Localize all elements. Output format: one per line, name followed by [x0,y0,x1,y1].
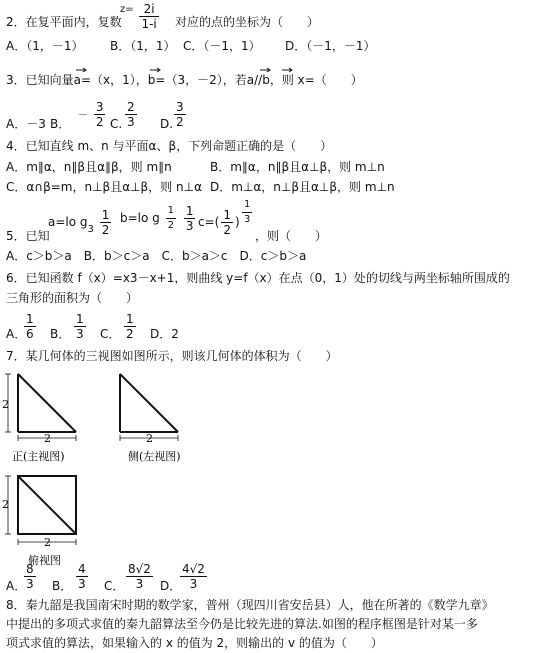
q3-vector-b: b [147,73,156,87]
q3-b-sign: － [78,110,88,121]
q6-line-1: 6．已知函数 f（x）=x3－x+1，则曲线 y=f（x）在点（0，1）处的切线与两坐标轴所围成的 [6,271,510,285]
q3-option-c-label: C. [110,117,123,131]
q5-c-def: c=( [198,215,220,229]
q7-b-frac [76,562,88,591]
top-view-caption: 俯视图 [28,554,61,567]
q3-c-num: 2 [127,100,135,114]
q6-c-frac [124,312,136,341]
q5-c-exponent [240,198,254,227]
q5-b-base [166,204,176,233]
q5-c-exp-den: 3 [244,214,251,225]
q8-line-3: 项式求值的算法，如果输入的 x 的值为 2，则输出的 v 的值为（ ） [6,636,383,650]
q5-a-frac [100,208,112,237]
q7-d-frac [180,562,207,591]
q3-c-frac [125,100,137,129]
q5-a-base: 3 [87,224,94,235]
q5-b-frac [184,204,196,233]
q6-c-den: 2 [126,327,134,341]
q3-option-c-fraction [123,100,139,129]
vector-arrow-par-b [282,68,292,72]
q7-option-a [22,562,38,591]
top-dim-horizontal-label: 2 [44,536,51,549]
q3-c-den: 3 [127,115,135,129]
vector-arrow-a [76,68,86,72]
q3-option-d-fraction [172,100,188,129]
q5-a-expression [48,208,113,238]
q5-a-def: a=lo g [48,215,88,229]
q5-b-expression [120,204,197,233]
q3-b-frac [94,100,106,129]
q3-d-frac [174,100,186,129]
q3-stem-end: ，则 x=（ ） [269,73,363,87]
q5-c-den: 2 [223,223,231,237]
q6-option-a [22,312,38,341]
q6-a-num: 1 [26,312,34,326]
q5-b-num: 1 [185,204,194,218]
q3-b-num: 3 [95,100,104,114]
top-diagonal [18,476,76,534]
side-dim-horizontal-label: 2 [146,432,153,445]
q7-c-num: 8√2 [128,562,151,576]
q4-option-b: B．m∥α，n∥β且α⊥β，则 m⊥n [210,160,385,174]
q5-options: A．c＞b＞a B．b＞c＞a C．b＞a＞c D．c＞b＞a [6,249,307,263]
q7-c-frac [126,562,153,591]
q3-option-d-label: D. [160,117,174,131]
q6-b-den: 3 [76,327,84,341]
q4-option-d: D．m⊥α，n⊥β且α⊥β，则 m⊥n [210,180,395,194]
q5-stem-end: ，则（ ） [255,229,328,243]
q7-option-a-label: A． [6,579,27,593]
q2-denominator: 1-i [141,17,157,31]
q7-option-c [124,562,155,591]
q5-stem: 5．已知 [6,229,50,243]
q2-option-b: B．（1，1） [110,39,176,53]
side-view [120,374,178,441]
q7-a-num: 8 [26,562,34,576]
q7-a-frac [24,562,36,591]
q7-b-num: 4 [78,562,86,576]
q8-line-2: 中提出的多项式求值的秦九韶算法至今仍是比较先进的算法.如图的程序框图是针对某一多 [6,617,478,631]
top-dim-vertical-label: 2 [2,498,9,511]
side-view-caption: 侧(左视图) [128,450,181,463]
q6-c-num: 1 [126,312,134,326]
q5-b-def: b=lo g [120,211,160,225]
q7-a-den: 3 [26,577,34,591]
q8-line-1: 8．秦九韶是我国南宋时期的数学家，普州（现四川省安岳县）人，他在所著的《数学九章》 [6,598,494,612]
q6-b-frac [74,312,86,341]
q2-option-c: C．（－1，1） [183,39,261,53]
q5-c-expression [198,208,240,237]
q3-parallel-a: a [246,73,255,87]
q6-option-c [122,312,138,341]
q3-parallel-b: b [262,73,270,87]
front-diagonal [18,374,76,432]
q4-option-c: C．α∩β=m，n⊥β且α⊥β，则 n⊥α [6,180,202,194]
q5-b-den: 3 [185,219,194,233]
q5-c-exp-frac [242,198,252,227]
q3-b-den: 2 [95,115,104,129]
q2-z-prefix: z= [120,4,134,15]
q5-c-close: ) [234,215,240,229]
q6-option-b [72,312,88,341]
q7-option-d-label: D． [160,579,182,593]
q6-line-2: 三角形的面积为（ ） [6,291,139,305]
top-view [5,476,76,545]
vector-arrow-par-a [260,68,270,72]
side-diagonal [120,374,178,432]
q7-d-num: 4√2 [182,562,205,576]
q5-c-frac [221,208,233,237]
q7-c-den: 3 [135,577,144,591]
q2-stem: 2．在复平面内，复数 [6,15,122,29]
q7-option-b [74,562,90,591]
q5-b-base-num: 1 [166,204,176,219]
q5-a-num: 1 [101,208,110,222]
q3-option-b-fraction [78,100,107,129]
q3-d-num: 3 [176,100,184,114]
q4-option-a: A．m∥α，n∥β且α∥β，则 m∥n [6,160,172,174]
q6-b-num: 1 [76,312,84,326]
q3-option-a: A．－3 [6,117,46,131]
q5-c-num: 1 [223,208,231,222]
q5-a-den: 2 [101,223,110,237]
q7-d-den: 3 [189,577,198,591]
q6-option-c-label: C． [100,327,121,341]
q3-vector-a: a [73,73,81,87]
front-view [5,374,76,441]
q4-stem: 4．已知直线 m、n 与平面α、β，下列命题正确的是（ ） [6,139,333,153]
q6-option-d: D．2 [150,327,179,341]
q7-three-views-figure [0,360,554,580]
q7-option-c-label: C． [104,579,125,593]
q6-a-frac [24,312,36,341]
q6-a-den: 6 [26,327,34,341]
q5-c-exp-num: 1 [242,198,252,213]
q3-a-value: =（x，1）， [81,73,148,87]
q3-b-value: =（3，－2），若 [155,73,247,87]
q2-option-d: D．（－1，－1） [285,39,376,53]
q7-option-d [178,562,209,591]
front-dim-vertical-label: 2 [2,398,9,411]
q5-b-base-den: 2 [167,220,174,231]
q6-option-b-label: B． [50,327,71,341]
q2-numerator: 2i [139,2,158,17]
q7-option-b-label: B． [52,579,73,593]
front-dim-horizontal-label: 2 [44,432,51,445]
q3-option-b-label: B． [50,117,71,131]
q2-option-a: A．（1，－1） [6,39,84,53]
vector-arrow-b [150,68,160,72]
q6-option-a-label: A． [6,327,27,341]
q7-stem: 7．某几何体的三视图如图所示，则该几何体的体积为（ ） [6,349,338,363]
q7-b-den: 3 [78,577,86,591]
front-view-caption: 正(主视图) [12,450,65,463]
q3-parallel-symbol: // [254,73,263,87]
q3-stem: 3．已知向量 [6,73,74,87]
q3-d-den: 2 [176,115,184,129]
q2-stem-end: 对应的点的坐标为（ ） [175,15,320,29]
